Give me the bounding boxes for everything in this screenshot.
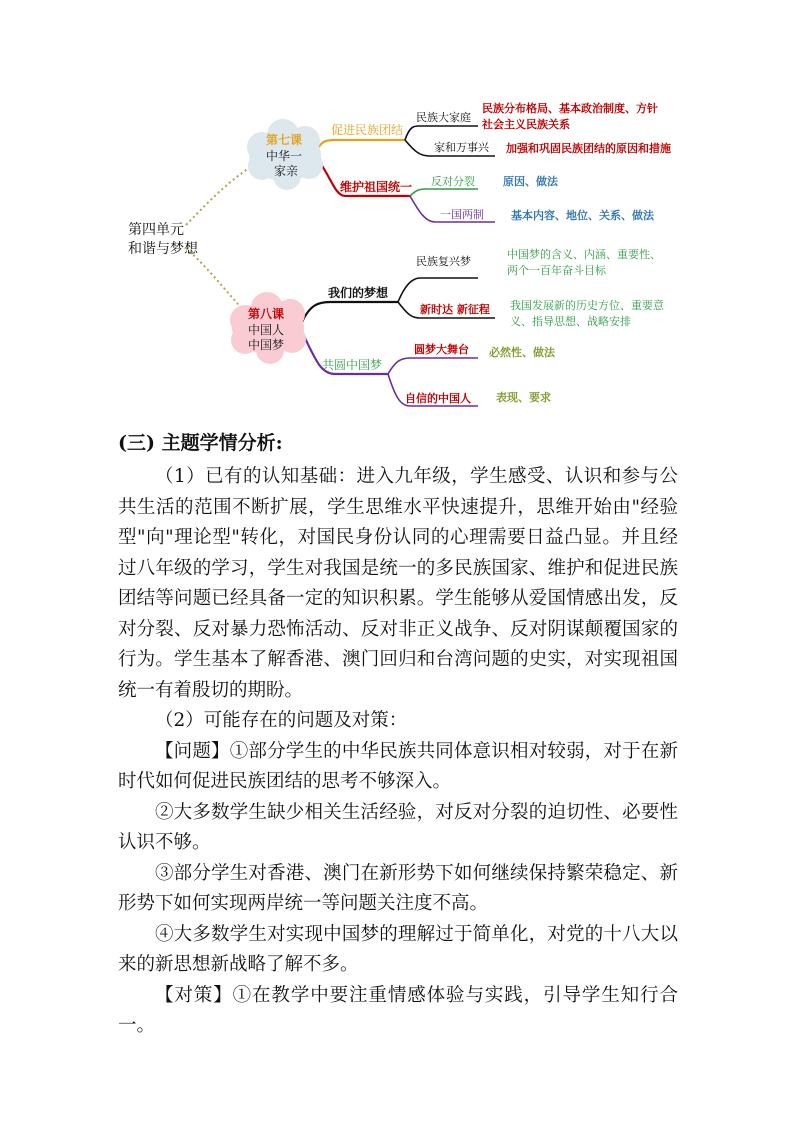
lesson8-branch2-sub1-line bbox=[388, 358, 478, 374]
lesson8-b1-sub2-label: 新时达 新征程 bbox=[420, 303, 490, 316]
lesson7-b1-sub1-detail-line1: 民族分布格局、基本政治制度、方针 bbox=[482, 102, 658, 115]
lesson8-branch1-line bbox=[302, 302, 398, 322]
paragraph-problem-3: ③部分学生对香港、澳门在新形势下如何继续保持繁荣稳定、新形势下如何实现两岸统一等问题关注度不高。 bbox=[118, 862, 678, 914]
lesson7-b2-sub2-detail: 基本内容、地位、关系、做法 bbox=[511, 209, 654, 222]
root-label-line1: 第四单元 bbox=[128, 222, 184, 238]
lesson8-b2-sub2-detail: 表现、要求 bbox=[496, 391, 551, 404]
lesson8-branch2-label: 共圆中国梦 bbox=[322, 358, 383, 372]
lesson7-title: 第七课 bbox=[266, 133, 303, 147]
lesson8-b2-sub1-label: 圆梦大舞台 bbox=[414, 343, 469, 356]
lesson7-b1-sub1-label: 民族大家庭 bbox=[416, 111, 471, 124]
paragraph-countermeasure-1: 【对策】①在教学中要注重情感体验与实践，引导学生知行合一。 bbox=[118, 984, 678, 1036]
paragraph-problem-4: ④大多数学生对实现中国梦的理解过于简单化，对党的十八大以来的新思想新战略了解不多。 bbox=[118, 923, 678, 975]
root-to-lesson8-connector bbox=[186, 248, 245, 312]
section-heading: (三) 主题学情分析: bbox=[118, 432, 283, 454]
lesson8-b1-sub2-detail-line2: 义、指导思想、战略安排 bbox=[510, 315, 631, 328]
lesson8-b2-sub1-detail: 必然性、做法 bbox=[489, 346, 555, 359]
lesson7-b1-sub1-detail-line2: 社会主义民族关系 bbox=[482, 118, 570, 131]
lesson7-b1-sub2-detail: 加强和巩固民族团结的原因和措施 bbox=[506, 142, 671, 155]
lesson8-b2-sub2-label: 自信的中国人 bbox=[405, 392, 471, 405]
lesson7-branch1-label: 促进民族团结 bbox=[331, 123, 404, 137]
lesson8-b1-sub1-detail-line1: 中国梦的含义、内涵、重要性、 bbox=[507, 248, 661, 261]
lesson8-subtitle-line2: 中国梦 bbox=[248, 338, 285, 352]
lesson8-branch1-label: 我们的梦想 bbox=[328, 286, 389, 300]
paragraph-cognitive-basis: （1）已有的认知基础：进入九年级，学生感受、认识和参与公共生活的范围不断扩展，学生思维水平快速提升，思维开始由"经验型"向"理论型"转化，对国民身份认同的心理需要日益凸显。并且经过八年级的学习，学生对我国是统一的多民族国家、维护和促进民族团结等问题已经具备一定的知识积累。学生能够从爱国情感出发，反对分裂、反对暴力恐怖活动、反对非正义战争、反对阴谋颠覆国家的行为。学生基本了解香港、澳门回归和台湾问题的史实，对实现祖国统一有着殷切的期盼。 bbox=[118, 466, 678, 701]
paragraph-problem-2: ②大多数学生缺少相关生活经验，对反对分裂的迫切性、必要性认识不够。 bbox=[118, 801, 678, 853]
analysis-section bbox=[118, 428, 678, 1042]
branch2-sub1-line bbox=[410, 189, 478, 196]
lesson8-b1-sub1-detail-line2: 两个一百年奋斗目标 bbox=[507, 264, 606, 277]
lesson8-b1-sub1-label: 民族复兴梦 bbox=[416, 255, 471, 268]
lesson7-b1-sub2-label: 家和万事兴 bbox=[434, 141, 489, 154]
lesson7-b2-sub1-detail: 原因、做法 bbox=[503, 175, 558, 188]
lesson8-branch1-sub1-line bbox=[398, 278, 478, 302]
lesson7-branch2-label: 维护祖国统一 bbox=[340, 180, 413, 194]
lesson8-subtitle-line1: 中国人 bbox=[248, 323, 285, 337]
lesson7-subtitle-line2: 家亲 bbox=[274, 164, 299, 178]
lesson7-subtitle-line1: 中华一 bbox=[266, 149, 303, 163]
mind-map bbox=[0, 0, 794, 420]
branch1-sub1-line bbox=[405, 126, 478, 140]
lesson7-branch1-line bbox=[318, 140, 405, 148]
paragraph-problem-1: 【问题】①部分学生的中华民族共同体意识相对较弱，对于在新时代如何促进民族团结的思考不够深入。 bbox=[118, 740, 678, 792]
root-to-lesson7-connector bbox=[186, 162, 258, 225]
lesson7-b2-sub1-label: 反对分裂 bbox=[431, 175, 475, 188]
root-label-line2: 和谐与梦想 bbox=[128, 241, 198, 257]
paragraph-problems-intro: （2）可能存在的问题及对策： bbox=[155, 710, 408, 731]
lesson7-b2-sub2-label: 一国两制 bbox=[440, 208, 484, 221]
lesson8-b1-sub2-detail-line1: 我国发展新的历史方位、重要意 bbox=[510, 299, 664, 312]
lesson8-title: 第八课 bbox=[248, 307, 285, 321]
